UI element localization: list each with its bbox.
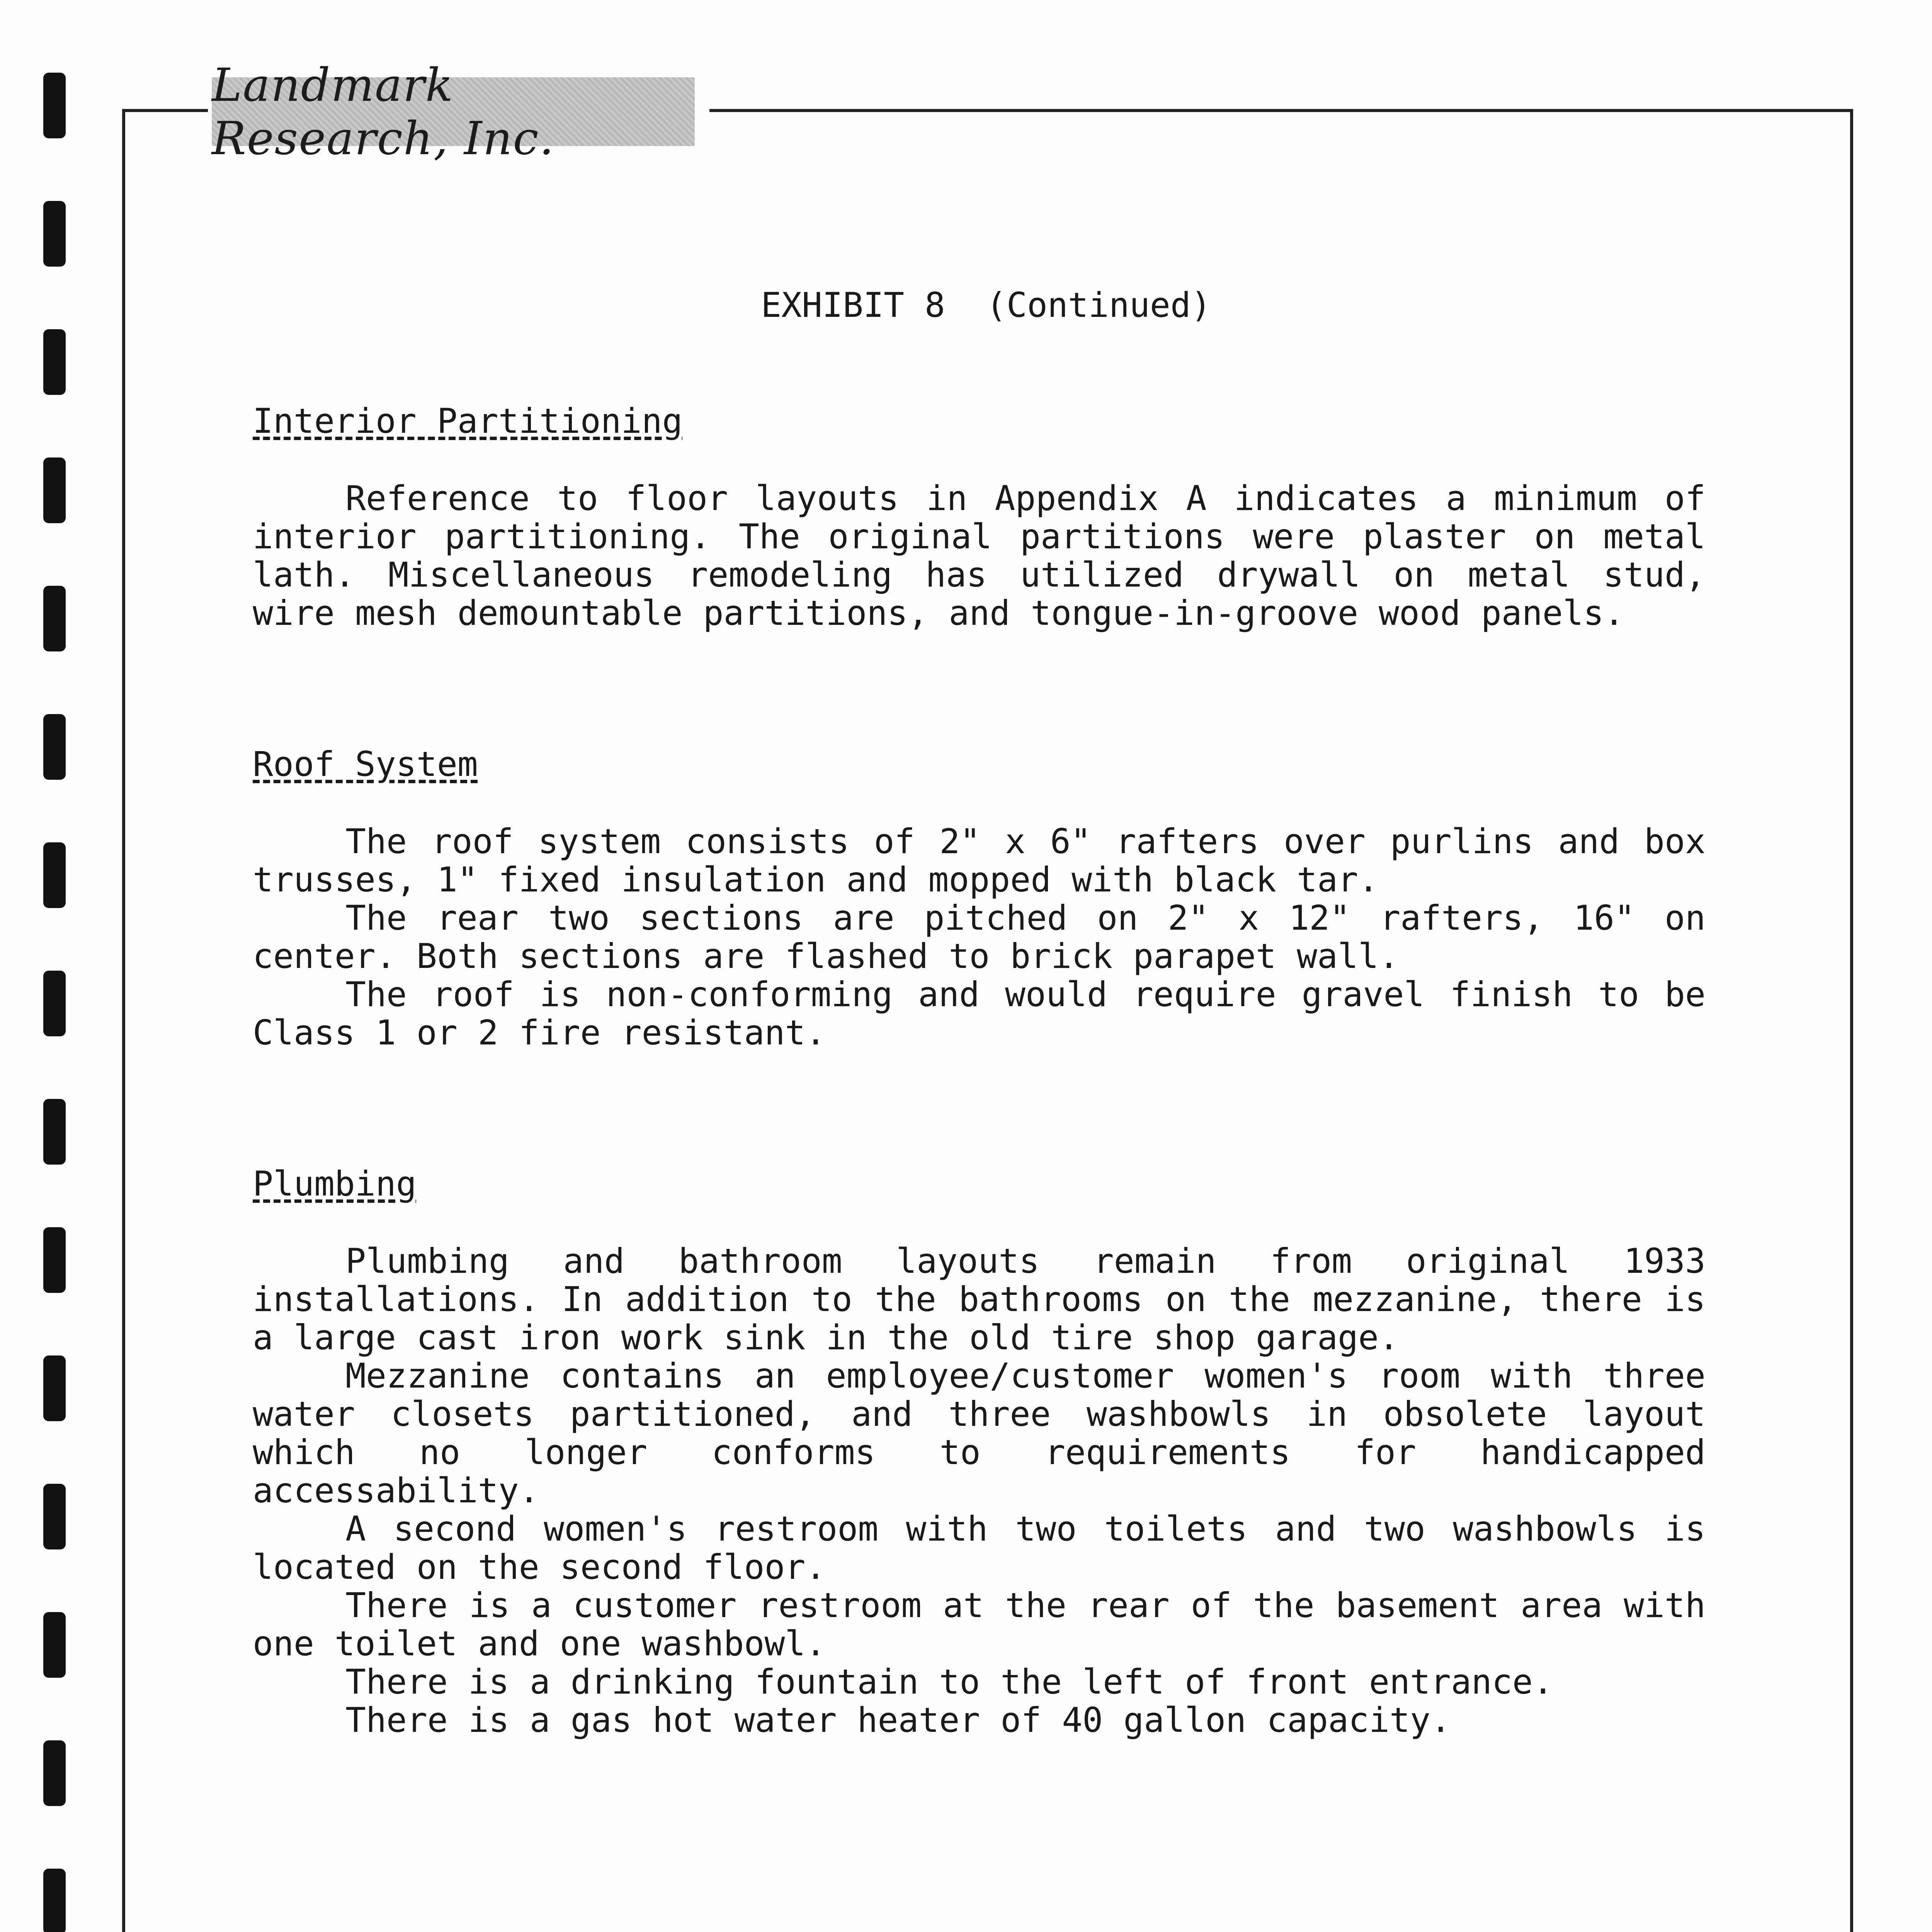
paragraph: The rear two sections are pitched on 2" x 12" rafters, 16" on center. Both sections are flashed to brick parapet wall.: [253, 898, 1706, 976]
section-heading: Interior Partitioning: [253, 401, 683, 441]
binder-hole: [43, 586, 66, 651]
binder-hole: [43, 1612, 66, 1678]
paragraph: There is a gas hot water heater of 40 gallon capacity.: [345, 1700, 1451, 1740]
section-plumbing: [253, 1165, 1706, 1739]
section-interior-partitioning: [253, 402, 1706, 632]
frame-border: [122, 109, 125, 1932]
company-logo: [212, 58, 695, 165]
document-body: [253, 402, 1706, 1739]
binder-hole: [43, 457, 66, 523]
paragraph: Plumbing and bathroom layouts remain from original 1933 installations. In addition to the bathrooms on the mezzanine, there is a large cast iron work sink in the old tire shop garage.: [253, 1241, 1706, 1357]
paragraph: There is a customer restroom at the rear of the basement area with one toilet and one washbowl.: [253, 1585, 1706, 1663]
paragraph: The roof is non-conforming and would require gravel finish to be Class 1 or 2 fire resistant.: [253, 975, 1706, 1053]
paragraph: Mezzanine contains an employee/customer women's room with three water closets partitioned, and three washbowls in obsolete layout which no longer conforms to requirements for handicapped accessability.: [253, 1356, 1706, 1510]
binder-hole: [43, 1227, 66, 1293]
binder-hole: [43, 1355, 66, 1421]
binder-hole: [43, 73, 66, 138]
paragraph: The roof system consists of 2" x 6" rafters over purlins and box trusses, 1" fixed insulation and mopped with black tar.: [253, 821, 1706, 900]
section-heading: Plumbing: [253, 1164, 417, 1204]
frame-border: [1850, 109, 1853, 1932]
binder-hole: [43, 329, 66, 395]
binder-hole: [43, 1740, 66, 1806]
section-roof-system: [253, 745, 1706, 1052]
section-heading: Roof System: [253, 744, 478, 784]
frame-border: [709, 109, 1853, 112]
logo-text: Landmark Research, Inc.: [212, 58, 555, 165]
paragraph: Reference to floor layouts in Appendix A indicates a minimum of interior partitioning. The original partitions were plaster on metal lath. Miscellaneous remodeling has utilized drywall on metal stud, wire mesh demountable partitions, and tongue-in-groove wood panels.: [253, 478, 1706, 633]
paragraph: A second women's restroom with two toilets and two washbowls is located on the second floor.: [253, 1509, 1706, 1587]
binder-hole: [43, 842, 66, 908]
paragraph: There is a drinking fountain to the left of front entrance.: [345, 1662, 1553, 1702]
binder-hole: [43, 714, 66, 780]
binder-hole: [43, 1099, 66, 1165]
binder-hole: [43, 201, 66, 267]
binder-hole: [43, 1484, 66, 1549]
frame-border: [122, 109, 208, 112]
binder-hole: [43, 1869, 66, 1932]
exhibit-title: EXHIBIT 8 (Continued): [761, 285, 1211, 325]
binder-hole: [43, 971, 66, 1036]
